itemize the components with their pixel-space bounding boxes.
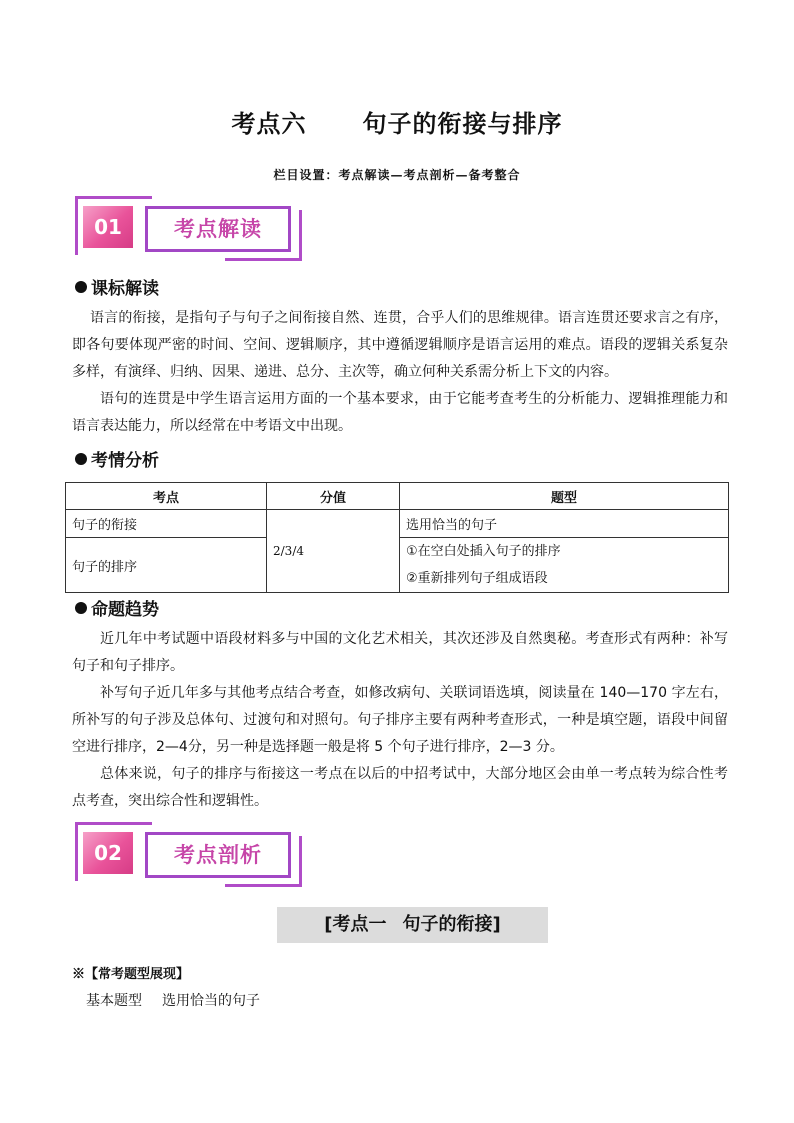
heading-text: 命题趋势 [91,600,159,620]
heading-mingti [75,595,159,620]
table-cell: 句子的排序 [66,538,267,593]
table-cell: 选用恰当的句子 [400,510,729,538]
kaodian-part1: [考点一 [324,914,387,935]
paragraph: 总体来说，句子的排序与衔接这一考点在以后的中招考试中，大部分地区会由单一考点转为综合性考点考查，突出综合性和逻辑性。 [72,766,728,809]
section-label: 考点剖析 [145,832,291,878]
page-title [0,104,794,139]
page-subtitle: 栏目设置：考点解读—考点剖析—备考整合 [273,168,521,182]
table-header-row [66,483,729,510]
title-part1: 考点六 [231,110,307,138]
type-item: ①在空白处插入句子的排序 [406,544,561,559]
exam-analysis-table [65,482,729,593]
header-cell: 题型 [400,483,729,510]
type-item: ②重新排列句子组成语段 [406,571,548,586]
question-type-note: ※【常考题型展现】 [72,967,190,982]
heading-kebiao [75,274,159,299]
heading-text: 考情分析 [91,451,159,471]
heading-text: 课标解读 [91,279,159,299]
section-number: 01 [83,206,133,248]
table-cell: 句子的衔接 [66,510,267,538]
section-badge-02 [75,822,305,888]
kaodian-part2: 句子的衔接] [402,914,501,935]
table-cell [400,538,729,593]
section-label: 考点解读 [145,206,291,252]
basic-value: 选用恰当的句子 [162,993,260,1009]
heading-kaoqing [75,446,159,471]
paragraph: 语句的连贯是中学生语言运用方面的一个基本要求，由于它能考查考生的分析能力、逻辑推理能力和语言表达能力，所以经常在中考语文中出现。 [72,391,728,434]
paragraph: 近几年中考试题中语段材料多与中国的文化艺术相关，其次还涉及自然奥秘。考查形式有两种：补写句子和句子排序。 [72,631,728,674]
bullet-icon [75,602,87,614]
kaodian-heading-box [277,907,548,943]
paragraph: 语言的衔接，是指句子与句子之间衔接自然、连贯，合乎人们的思维规律。语言连贯还要求言之有序，即各句要体现严密的时间、空间、逻辑顺序，其中遵循逻辑顺序是语言运用的难点。语段的逻辑关系复杂多样，有演绎、归纳、因果、递进、总分、主次等，确立何种关系需分析上下文的内容。 [72,310,728,380]
section-badge-01 [75,196,305,262]
header-cell: 考点 [66,483,267,510]
kebiao-text [72,305,728,440]
section-number: 02 [83,832,133,874]
mingti-text [72,626,728,815]
bullet-icon [75,281,87,293]
paragraph: 补写句子近几年多与其他考点结合考查，如修改病句、关联词语选填，阅读量在 140—170 字左右，所补写的句子涉及总体句、过渡句和对照句。句子排序主要有两种考查形式，一种是填空题，语段中间留空进行排序，2—4分，另一种是选择题一般是将 5 个句子进行排序，2—3 分。 [72,685,728,755]
table-row [66,510,729,538]
bullet-icon [75,453,87,465]
table-cell-score: 2/3/4 [267,510,400,593]
title-part2: 句子的衔接与排序 [362,110,563,138]
header-cell: 分值 [267,483,400,510]
basic-question-type [86,990,260,1010]
basic-label: 基本题型 [86,993,142,1009]
